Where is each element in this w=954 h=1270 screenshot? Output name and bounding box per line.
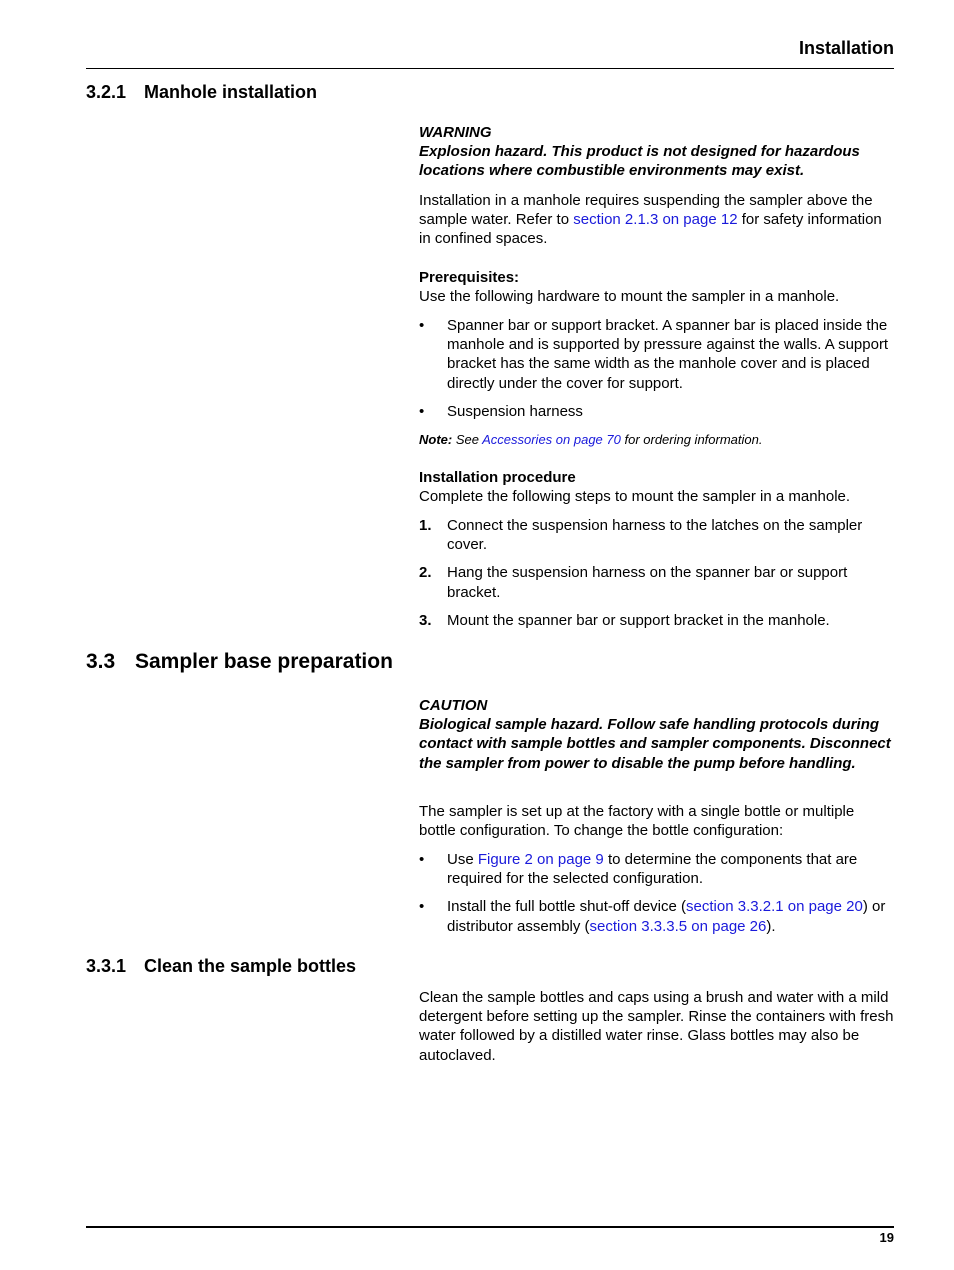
section-title: Clean the sample bottles [144, 956, 357, 976]
note [419, 431, 895, 448]
step-item [419, 611, 895, 630]
section-heading-3-2-1 [86, 82, 317, 103]
caution-label: CAUTION [419, 697, 488, 714]
procedure-block [419, 468, 895, 506]
note-text-start: See [452, 432, 483, 447]
step-text: Hang the suspension harness on the spanner bar or support bracket. [447, 564, 848, 601]
section-title: Manhole installation [144, 82, 318, 102]
section-number: 3.3 [86, 650, 116, 673]
step-item [419, 516, 895, 554]
configuration-list [419, 850, 895, 936]
list-item [419, 316, 895, 393]
step-text: Mount the spanner bar or support bracket in the manhole. [447, 611, 830, 629]
section-number: 3.3.1 [86, 956, 127, 976]
header-divider [86, 68, 894, 69]
list-item [419, 897, 895, 935]
note-text-end: for ordering information. [620, 432, 763, 447]
warning-label: WARNING [419, 124, 492, 141]
step-number: 3. [419, 611, 432, 629]
bullet-marker: • [419, 851, 425, 868]
accessories-link[interactable]: Accessories on page 70 [482, 432, 621, 447]
warning-block [419, 123, 895, 181]
section-title: Sampler base preparation [135, 650, 393, 673]
figure-2-link[interactable]: Figure 2 on page 9 [477, 851, 604, 868]
section-2-1-3-link[interactable]: section 2.1.3 on page 12 [573, 211, 738, 229]
bullet-marker: • [419, 898, 425, 916]
list-item-text-start: Use [447, 851, 478, 868]
prerequisites-title: Prerequisites: [419, 269, 520, 286]
list-item-text: Suspension harness [447, 402, 583, 420]
caution-text: Biological sample hazard. Follow safe handling protocols during contact with sample bottles and sampler components. Disconnect the sampler from power to disable the pump before handling. [419, 716, 891, 772]
section-3-3-3-5-link[interactable]: section 3.3.3.5 on page 26 [589, 917, 767, 935]
intro-text-start: Installation in a manhole requires suspending the sampler above the sample water. Refer to [419, 192, 873, 229]
warning-text: Explosion hazard. This product is not designed for hazardous locations where combustible environments may exist. [419, 143, 860, 180]
step-item [419, 563, 895, 601]
step-text: Connect the suspension harness to the latches on the sampler cover. [447, 517, 863, 554]
intro-text-end: for safety information in confined spaces. [419, 211, 882, 248]
list-item-text-end: to determine the components that are required for the selected configuration. [447, 851, 858, 888]
manhole-intro-paragraph [419, 191, 895, 249]
note-label: Note: [419, 432, 453, 447]
bullet-marker: • [419, 402, 425, 420]
list-item-text: Spanner bar or support bracket. A spanner bar is placed inside the manhole and is supported by pressure against the walls. A support bracket has the same width as the manhole cover and is placed directly under the cover for support. [447, 317, 889, 392]
bullet-marker: • [419, 317, 425, 334]
step-number: 2. [419, 564, 432, 582]
clean-bottles-text: Clean the sample bottles and caps using a brush and water with a mild detergent before setting up the sampler. Rinse the containers with fresh water followed by a distilled water rinse. Glass bottles may also be autoclaved. [419, 989, 894, 1064]
section-3-3-2-1-link[interactable]: section 3.3.2.1 on page 20 [686, 898, 863, 916]
list-item [419, 850, 895, 888]
running-header: Installation [798, 38, 894, 58]
section-number: 3.2.1 [86, 82, 127, 102]
list-item-text-start: Install the full bottle shut-off device ( [447, 898, 687, 916]
base-prep-intro [419, 802, 895, 840]
prerequisites-block [419, 268, 895, 306]
procedure-title: Installation procedure [419, 469, 576, 486]
procedure-text: Complete the following steps to mount the sampler in a manhole. [419, 488, 851, 506]
procedure-steps [419, 516, 895, 630]
step-number: 1. [419, 517, 432, 534]
base-prep-intro-text: The sampler is set up at the factory with a single bottle or multiple bottle configuration. To change the bottle configuration: [419, 803, 855, 840]
section-heading-3-3 [86, 650, 393, 674]
footer-divider [86, 1226, 894, 1228]
hardware-list [419, 316, 895, 421]
list-item-text-end: ). [766, 917, 776, 935]
page-number: 19 [879, 1230, 894, 1245]
prerequisites-text: Use the following hardware to mount the sampler in a manhole. [419, 288, 840, 306]
clean-bottles-paragraph [419, 988, 895, 1065]
section-heading-3-3-1 [86, 956, 356, 977]
caution-block [419, 696, 895, 773]
list-item [419, 402, 895, 421]
list-item-text-middle: ) or distributor assembly ( [447, 898, 886, 935]
